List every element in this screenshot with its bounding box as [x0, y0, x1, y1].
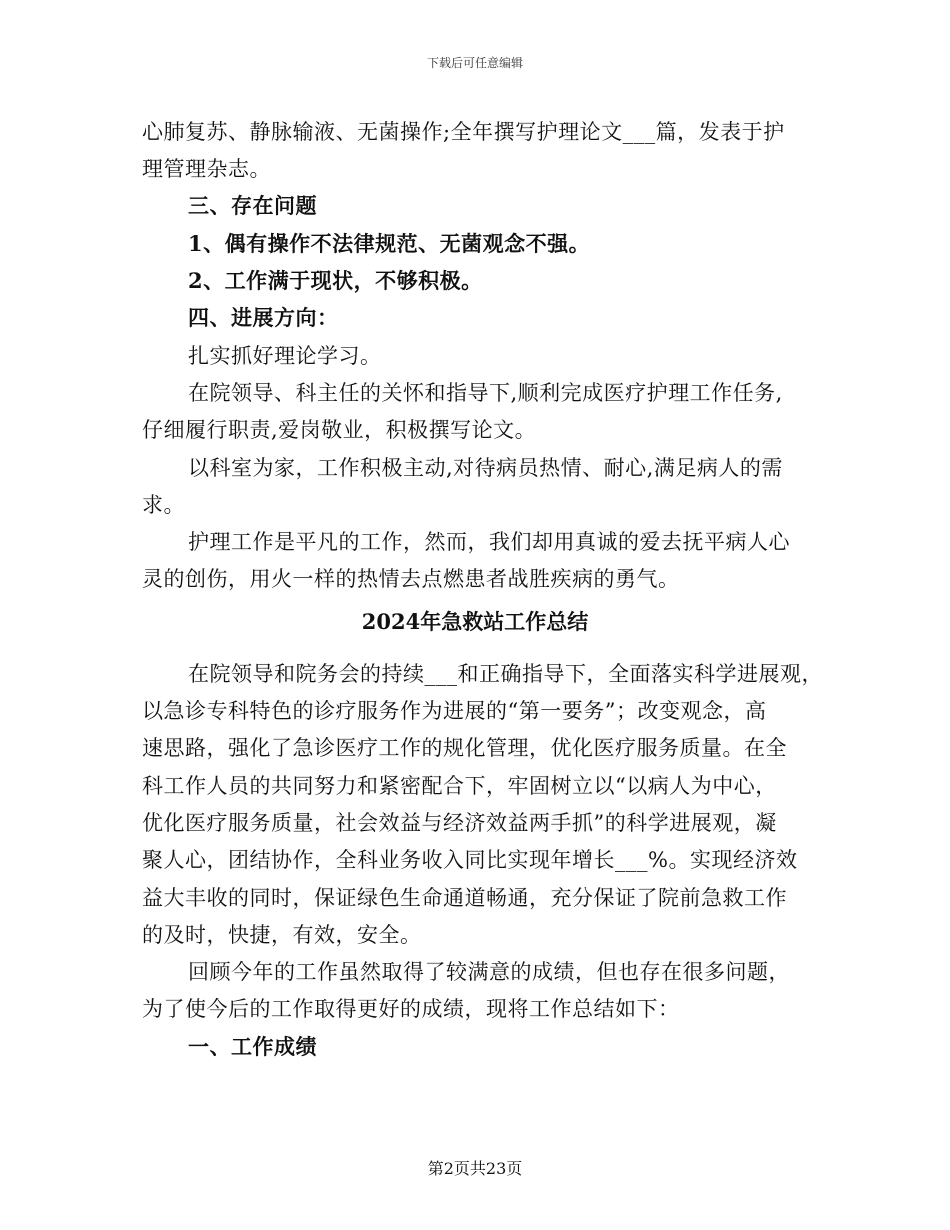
- body-line: 为了使今后的工作取得更好的成绩，现将工作总结如下：: [142, 997, 680, 1021]
- body-line: 速思路，强化了急诊医疗工作的规化管理，优化医疗服务质量。在全: [142, 736, 787, 760]
- body-line: 以科室为家，工作积极主动,对待病员热情、耐心,满足病人的需: [188, 456, 783, 480]
- body-line: 的及时，快捷，有效，安全。: [142, 923, 422, 947]
- body-line: 求。: [142, 493, 185, 517]
- body-line: 仔细履行职责,爱岗敬业，积极撰写论文。: [142, 418, 537, 442]
- body-line: 科工作人员的共同努力和紧密配合下，牢固树立以“以病人为中心，: [142, 774, 777, 798]
- body-line: 心肺复苏、静脉输液、无菌操作;全年撰写护理论文___篇，发表于护: [142, 120, 785, 144]
- page-footer: 第2页共23页: [427, 1159, 523, 1178]
- body-line: 以急诊专科特色的诊疗服务作为进展的“第一要务”；改变观念，高: [142, 699, 767, 723]
- section-heading: 一、工作成绩: [188, 1034, 317, 1059]
- list-item: 2、工作满于现状，不够积极。: [188, 268, 483, 293]
- body-line: 护理工作是平凡的工作，然而，我们却用真诚的爱去抚平病人心: [188, 530, 790, 554]
- body-line: 聚人心，团结协作，全科业务收入同比实现年增长___%。实现经济效: [142, 848, 798, 872]
- body-line: 回顾今年的工作虽然取得了较满意的成绩，但也存在很多问题，: [188, 960, 790, 984]
- body-line: 理管理杂志。: [142, 157, 271, 181]
- document-title: 2024年急救站工作总结: [361, 609, 589, 634]
- page-header: 下载后可任意编辑: [426, 56, 523, 70]
- body-line: 扎实抓好理论学习。: [188, 344, 382, 368]
- body-line: 在院领导和院务会的持续___和正确指导下，全面落实科学进展观，: [188, 662, 823, 686]
- body-line: 益大丰收的同时，保证绿色生命通道畅通，充分保证了院前急救工作: [142, 886, 787, 910]
- section-heading: 三、存在问题: [188, 193, 317, 218]
- body-line: 在院领导、科主任的关怀和指导下,顺利完成医疗护理工作任务,: [188, 381, 783, 405]
- section-heading: 四、进展方向：: [188, 305, 339, 330]
- body-line: 灵的创伤，用火一样的热情去点燃患者战胜疾病的勇气。: [142, 567, 680, 591]
- list-item: 1、偶有操作不法律规范、无菌观念不强。: [188, 231, 591, 256]
- body-line: 优化医疗服务质量，社会效益与经济效益两手抓”的科学进展观，凝: [142, 811, 777, 835]
